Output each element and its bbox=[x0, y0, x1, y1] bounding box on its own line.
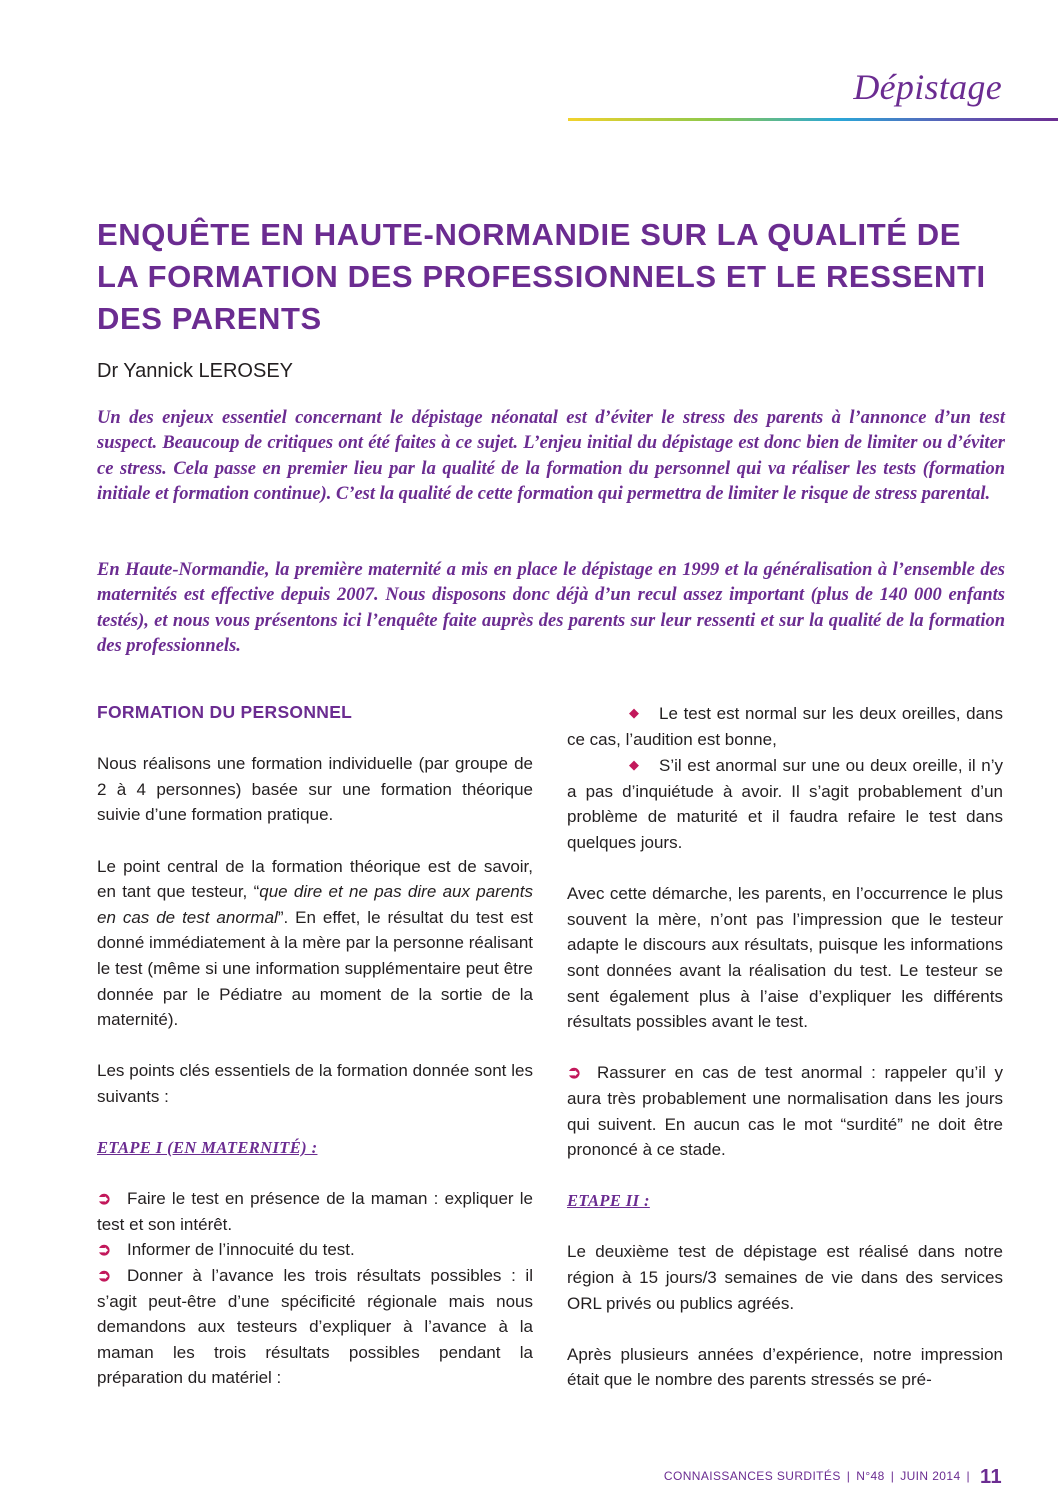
list-item-text: Informer de l’innocuité du test. bbox=[127, 1240, 355, 1260]
body-text: Le point central de la formation théorique est de savoir, en tant que testeur, “ bbox=[97, 856, 533, 902]
quote-text: que dire et ne pas dire aux parents en cas de test anormal bbox=[97, 882, 533, 927]
list-item bbox=[97, 1186, 533, 1237]
header-rule bbox=[568, 118, 1058, 121]
list-item bbox=[567, 1060, 1003, 1162]
step-heading: ETAPE II : bbox=[567, 1191, 650, 1211]
body-paragraph: Les points clés essentiels de la formation donnée sont les suivants : bbox=[97, 1061, 533, 1106]
arrow-right-icon: ➲ bbox=[97, 1266, 112, 1286]
list-item-text: Donner à l’avance les trois résultats possibles : il s’agit peut-être d’une spécificité régionale mais nous demandons aux testeurs d’expliquer à l’avance à la maman les trois résultats possibles pendant la préparation du matériel : bbox=[97, 1266, 533, 1388]
footer-separator: | bbox=[890, 1469, 895, 1483]
list-item-text: Faire le test en présence de la maman : expliquer le test et son intérêt. bbox=[97, 1189, 533, 1234]
body-text: ”. En effet, le résultat du test est donné immédiatement à la mère par la personne réalisant le test (même si une information supplémentaire peut être donnée par le Pédiatre au moment de la sortie de la maternité). bbox=[97, 907, 534, 1030]
footer-separator: | bbox=[966, 1469, 971, 1483]
sub-list-item-text: Le test est normal sur les deux oreilles, dans ce cas, l’audition est bonne, bbox=[567, 704, 1003, 749]
sub-list-item-text: S’il est anormal sur une ou deux oreille, il n’y a pas d’inquiétude à avoir. Il s’agit probablement d’un problème de maturité et il faudra refaire le test dans quelques jours. bbox=[567, 756, 1003, 852]
sub-list-item bbox=[567, 700, 1003, 752]
list-item bbox=[97, 1237, 533, 1263]
body-paragraph bbox=[97, 854, 533, 1033]
right-column bbox=[567, 700, 1003, 1419]
page-number: 11 bbox=[980, 1466, 1002, 1488]
diamond-icon: ◆ bbox=[629, 705, 639, 720]
body-paragraph: Le deuxième test de dépistage est réalisé dans notre région à 15 jours/3 semaines de vie dans des services ORL privés ou publics agréés. bbox=[567, 1242, 1003, 1313]
list-item bbox=[97, 1263, 533, 1391]
author-name: Dr Yannick LEROSEY bbox=[97, 360, 294, 382]
article-title: ENQUÊTE EN HAUTE-NORMANDIE SUR LA QUALITÉ DE LA FORMATION DES PROFESSIONNELS ET LE RESSENTI DES PARENTS bbox=[97, 217, 986, 336]
step-heading: ETAPE I (EN MATERNITÉ) : bbox=[97, 1138, 318, 1158]
sub-list-item bbox=[567, 752, 1003, 855]
body-paragraph: Avec cette démarche, les parents, en l’occurrence le plus souvent la mère, n’ont pas l’impression que le testeur adapte le discours aux résultats, puisque les informations sont données avant la réalisation du test. Le testeur se sent également plus à l’aise d’expliquer les différents résultats possibles avant le test. bbox=[567, 884, 1003, 1032]
magazine-name: CONNAISSANCES SURDITÉS bbox=[663, 1469, 841, 1483]
left-column bbox=[97, 700, 533, 1391]
arrow-right-icon: ➲ bbox=[97, 1240, 112, 1260]
section-tag: Dépistage bbox=[853, 67, 1002, 107]
issue-date: JUIN 2014 bbox=[900, 1469, 961, 1483]
arrow-right-icon: ➲ bbox=[567, 1063, 582, 1083]
arrow-right-icon: ➲ bbox=[97, 1189, 112, 1209]
intro-paragraph: Un des enjeux essentiel concernant le dépistage néonatal est d’éviter le stress des parents à l’annonce d’un test suspect. Beaucoup de critiques ont été faites à ce sujet. L’enjeu initial du dépistage est donc bien de limiter ou d’éviter ce stress. Cela passe en premier lieu par la qualité de la formation du personnel qui va réaliser les tests (formation initiale et formation continue). C’est la qualité de cette formation qui permettra de limiter le risque de stress parental. bbox=[97, 408, 1005, 505]
section-heading: FORMATION DU PERSONNEL bbox=[97, 702, 353, 722]
issue-number: N°48 bbox=[856, 1469, 885, 1483]
footer-separator: | bbox=[846, 1469, 851, 1483]
diamond-icon: ◆ bbox=[629, 757, 639, 773]
body-paragraph: Nous réalisons une formation individuelle (par groupe de 2 à 4 personnes) basée sur une formation théorique suivie d’une formation pratique. bbox=[97, 754, 533, 825]
body-paragraph: Après plusieurs années d’expérience, notre impression était que le nombre des parents stressés se pré- bbox=[567, 1344, 1003, 1390]
list-item-text: Rassurer en cas de test anormal : rappeler qu’il y aura très probablement une normalisation dans les jours qui suivent. En aucun cas le mot “surdité” ne doit être prononcé à ce stade. bbox=[567, 1063, 1003, 1160]
page-footer bbox=[664, 1466, 1002, 1489]
intro-paragraph: En Haute-Normandie, la première maternité a mis en place le dépistage en 1999 et la généralisation à l’ensemble des maternités est effective depuis 2007. Nous disposons donc déjà d’un recul assez important (plus de 140 000 enfants testés), et nous vous présentons ici l’enquête faite auprès des parents sur leur ressenti et sur la qualité de la formation des professionnels. bbox=[97, 560, 1005, 657]
